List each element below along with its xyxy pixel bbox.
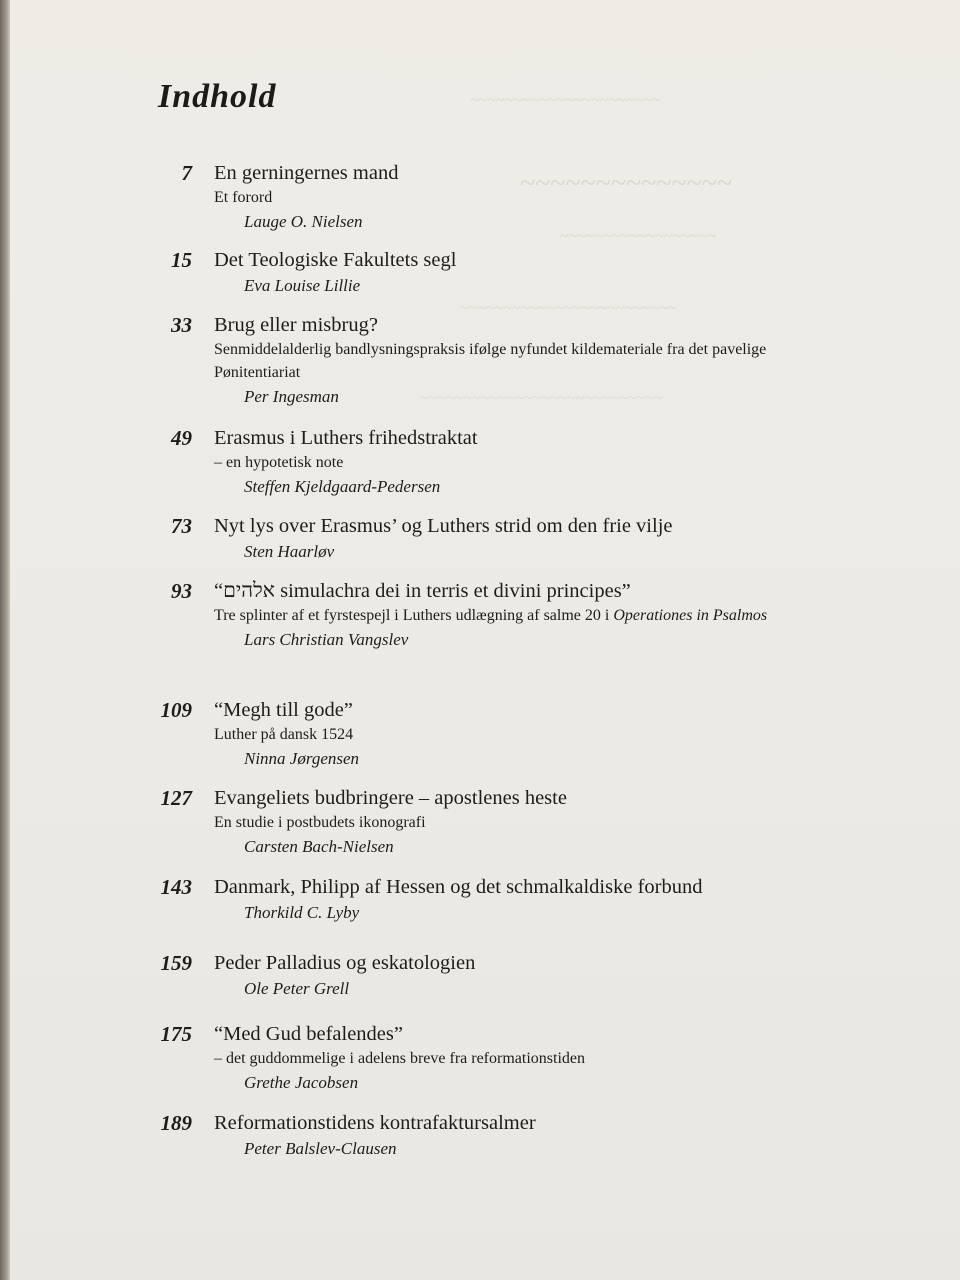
page-number: 143 [160, 875, 192, 899]
show-through-text: ~~~~~~~~~~~~~~~~~~~~~~~~~~~~ [420, 390, 663, 407]
page-number: 175 [160, 1022, 192, 1046]
chapter-author: Eva Louise Lillie [244, 276, 361, 295]
page-number: 49 [171, 426, 192, 450]
chapter-subtitle: En studie i postbudets ikonografi [214, 814, 426, 831]
chapter-title: Nyt lys over Erasmus’ og Luthers strid om den frie vilje [214, 515, 673, 537]
chapter-author: Peter Balslev-Clausen [244, 1139, 397, 1158]
chapter-subtitle [214, 604, 819, 627]
page-number: 15 [171, 248, 192, 272]
chapter-title: Brug eller misbrug? [214, 314, 378, 336]
show-through-text: ~~~~~~~~~~~~~~ [520, 168, 733, 199]
chapter-author: Per Ingesman [244, 387, 339, 406]
chapter-subtitle: Et forord [214, 189, 273, 206]
show-through-text: ~~~~~~~~~~~~~~~~~~~~~~ [470, 92, 661, 109]
page-number: 7 [181, 161, 192, 185]
chapter-author: Grethe Jacobsen [244, 1073, 359, 1092]
show-through-text: ~~~~~~~~~~~~~~~~~~~~~~~~~ [460, 300, 677, 317]
chapter-subtitle: Luther på dansk 1524 [214, 726, 354, 743]
page-number: 127 [160, 786, 192, 810]
page-number: 93 [171, 579, 192, 603]
chapter-author: Ninna Jørgensen [244, 749, 360, 768]
chapter-title: Reformationstidens kontrafaktursalmer [214, 1112, 536, 1134]
page-title: Indhold [158, 78, 277, 115]
page-number: 189 [160, 1111, 192, 1135]
chapter-title: Evangeliets budbringere – apostlenes heste [214, 787, 567, 809]
chapter-subtitle: Senmiddelalderlig bandlysningspraksis ifølge nyfundet kildemateriale fra det pavelige Pønitentiariat [214, 341, 767, 381]
page-number: 159 [160, 951, 192, 975]
chapter-subtitle: – en hypotetisk note [214, 454, 344, 471]
chapter-author: Thorkild C. Lyby [244, 903, 360, 922]
subtitle-text: Tre splinter af et fyrstespejl i Luthers udlægning af salme 20 i [214, 607, 614, 624]
chapter-author: Lauge O. Nielsen [244, 212, 363, 231]
chapter-title: En gerningernes mand [214, 162, 399, 184]
chapter-author: Sten Haarløv [244, 542, 335, 561]
chapter-subtitle: – det guddommelige i adelens breve fra reformationstiden [214, 1050, 585, 1067]
show-through-text: ~~~~~~~~~~~~~~~~~~ [560, 228, 716, 245]
chapter-title: “Med Gud befalendes” [214, 1023, 403, 1045]
chapter-author: Lars Christian Vangslev [244, 630, 409, 649]
page-number: 73 [171, 514, 192, 538]
chapter-title: “Megh till gode” [214, 699, 353, 721]
page-number: 33 [171, 313, 192, 337]
chapter-title: Peder Palladius og eskatologien [214, 952, 476, 974]
chapter-author: Ole Peter Grell [244, 979, 350, 998]
chapter-title: Det Teologiske Fakultets segl [214, 249, 457, 271]
chapter-title: Danmark, Philipp af Hessen og det schmalkaldiske forbund [214, 876, 703, 898]
chapter-author: Carsten Bach-Nielsen [244, 837, 394, 856]
subtitle-italic-text: Operationes in Psalmos [613, 607, 768, 624]
chapter-author: Steffen Kjeldgaard-Pedersen [244, 477, 441, 496]
page-number: 109 [160, 698, 192, 722]
chapter-title: “אלהים simulachra dei in terris et divini principes” [214, 580, 631, 602]
chapter-title: Erasmus i Luthers frihedstraktat [214, 427, 478, 449]
